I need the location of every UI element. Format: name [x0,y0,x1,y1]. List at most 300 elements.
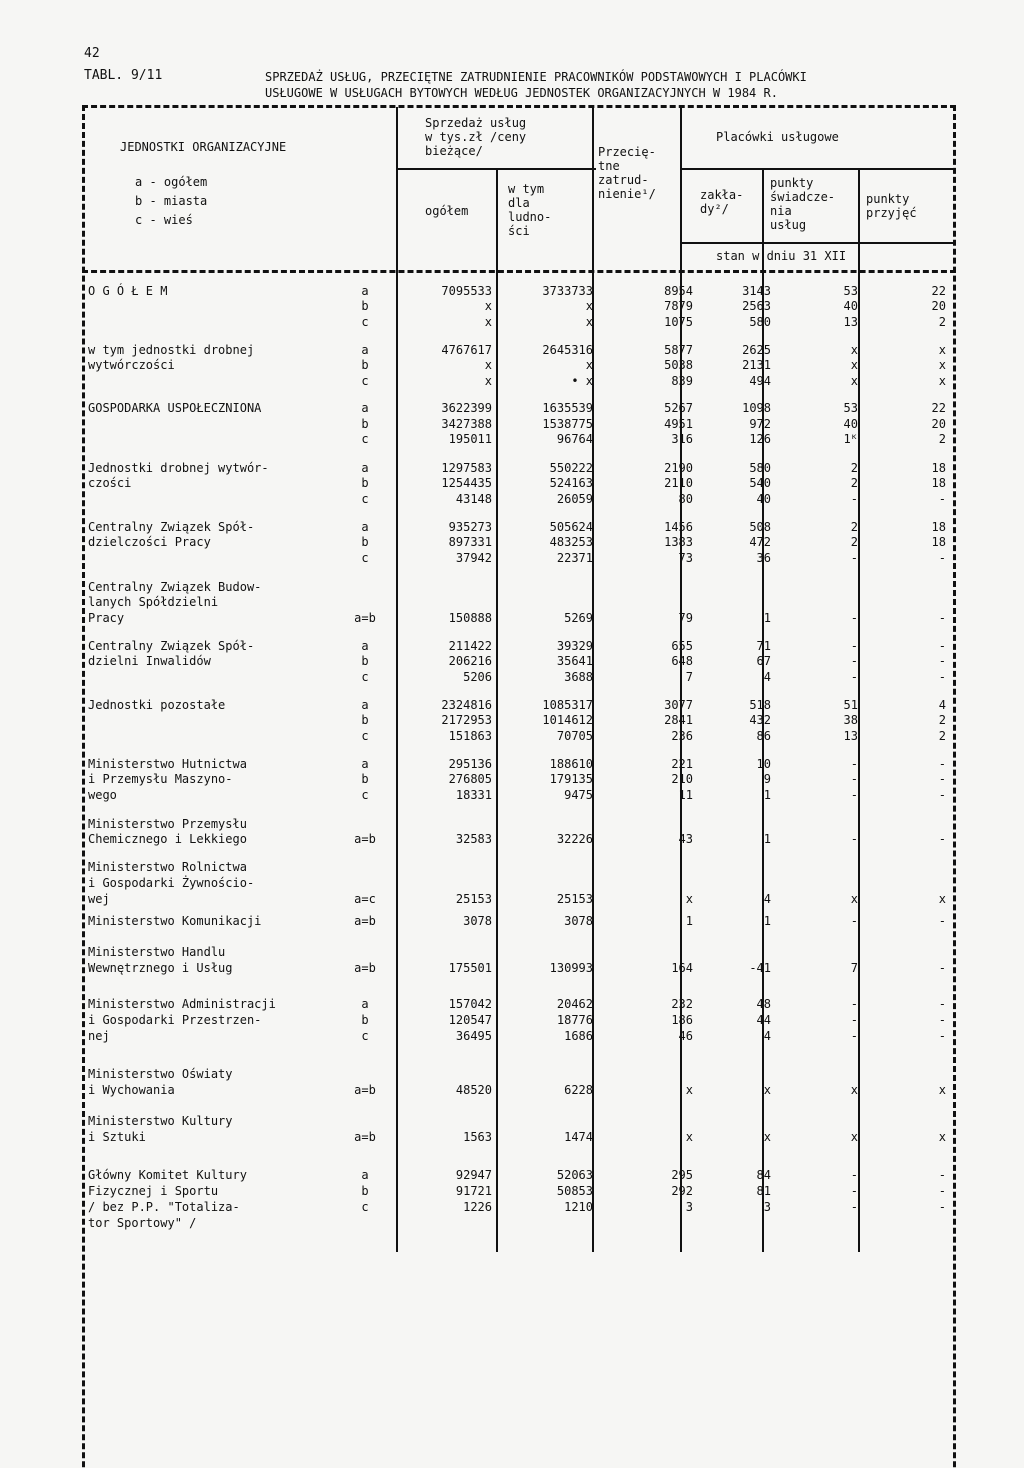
row-label: wytwórczości [88,358,175,372]
table-row [0,1114,1024,1130]
row-value: 7095533 [441,284,492,298]
row-value: - [938,757,946,771]
row-value: 1226 [463,1200,492,1214]
row-value: 3078 [463,914,492,928]
table-row [0,299,1024,315]
table-row [0,698,1024,714]
row-label: tor Sportowy" / [88,1216,197,1230]
row-value: 1297583 [441,461,492,475]
row-scope-key: c [361,315,369,329]
row-value: 3 [763,1200,771,1214]
row-value: 5038 [664,358,693,372]
row-value: 48 [756,997,771,1011]
row-value: - [938,997,946,1011]
table-row [0,611,1024,627]
row-value: x [585,358,593,372]
row-value: 1210 [564,1200,593,1214]
row-label: Jednostki drobnej wytwór- [88,461,269,475]
row-value: 2110 [664,476,693,490]
table-row [0,914,1024,930]
row-scope-key: c [361,432,369,446]
table-row [0,476,1024,492]
row-value: 13 [843,315,858,329]
row-value: 550222 [549,461,593,475]
row-value: 2172953 [441,713,492,727]
row-label: i Sztuki [88,1130,146,1144]
row-value: 1014612 [542,713,593,727]
row-value: 655 [671,639,693,653]
row-value: - [850,772,858,786]
row-scope-key: a [361,520,369,534]
row-value: 2645316 [542,343,593,357]
row-value: 2 [938,713,946,727]
row-label: nej [88,1029,110,1043]
table-row [0,1184,1024,1200]
header-employment: Przecię- tne zatrud- nienie¹/ [598,145,656,201]
row-value: 92947 [455,1168,492,1182]
row-value: 540 [749,476,771,490]
row-value: 36 [756,551,771,565]
row-scope-key: a [361,698,369,712]
row-label: w tym jednostki drobnej [88,343,255,357]
outlets-subheader-line [680,168,953,170]
row-label: dzielczości Pracy [88,535,211,549]
table-row [0,1083,1024,1099]
row-value: - [850,654,858,668]
header-sales: Sprzedaż usług w tys.zł /ceny bieżące/ [425,116,527,158]
row-value: 91721 [455,1184,492,1198]
row-value: 22 [931,401,946,415]
row-scope-key: b [361,1184,369,1198]
row-value: x [484,299,492,313]
row-value: 4 [938,698,946,712]
row-value: - [938,832,946,846]
row-value: 4 [763,670,771,684]
row-value: - [938,551,946,565]
row-value: 43148 [455,492,492,506]
row-value: 1563 [463,1130,492,1144]
row-value: 494 [749,374,771,388]
row-label: GOSPODARKA USPOŁECZNIONA [88,401,262,415]
row-scope-key: c [361,492,369,506]
table-row [0,284,1024,300]
row-label: Jednostki pozostałe [88,698,226,712]
table-row [0,729,1024,745]
table-row [0,1130,1024,1146]
row-scope-key: c [361,1200,369,1214]
row-value: 26059 [556,492,593,506]
row-value: 9 [763,772,771,786]
row-value: 40 [843,417,858,431]
row-value: 179135 [549,772,593,786]
page-number: 42 [84,46,100,61]
header-legend: a - ogółem b - miasta c - wieś [135,175,208,227]
row-label: Centralny Związek Budow- [88,580,262,594]
row-label: i Przemysłu Maszyno- [88,772,233,786]
row-value: x [938,892,946,906]
row-value: 972 [749,417,771,431]
row-value: 276805 [448,772,492,786]
row-value: 3077 [664,698,693,712]
row-value: 292 [671,1184,693,1198]
row-value: x [850,1083,858,1097]
table-row [0,832,1024,848]
row-label: Chemicznego i Lekkiego [88,832,247,846]
row-value: 44 [756,1013,771,1027]
row-label: Główny Komitet Kultury [88,1168,247,1182]
table-row [0,358,1024,374]
state-line [680,242,953,244]
row-value: x [585,315,593,329]
row-value: - [938,639,946,653]
row-value: 18331 [455,788,492,802]
row-value: 472 [749,535,771,549]
row-value: 432 [749,713,771,727]
table-title-line-2: USŁUGOWE W USŁUGACH BYTOWYCH WEDŁUG JEDNOSTEK ORGANIZACYJNYCH W 1984 R. [265,86,778,100]
row-value: - [850,1184,858,1198]
header-plants: zakła- dy²/ [700,188,744,216]
row-label: czości [88,476,132,490]
row-value: x [938,1083,946,1097]
row-value: 126 [749,432,771,446]
row-value: x [850,892,858,906]
row-value: 1085317 [542,698,593,712]
row-value: 175501 [448,961,492,975]
row-label: Ministerstwo Rolnictwa [88,860,247,874]
row-value: 20 [931,299,946,313]
row-value: 5267 [664,401,693,415]
table-row [0,401,1024,417]
row-value: 1474 [564,1130,593,1144]
row-value: 3427388 [441,417,492,431]
row-value: - [938,611,946,625]
row-scope-key: a [361,757,369,771]
row-value: 505624 [549,520,593,534]
row-label: Centralny Związek Spół- [88,520,255,534]
row-value: x [850,1130,858,1144]
row-value: - [850,1013,858,1027]
row-value: 18776 [556,1013,593,1027]
row-value: 1538775 [542,417,593,431]
table-row [0,1029,1024,1045]
row-scope-key: c [361,729,369,743]
row-scope-key: b [361,299,369,313]
row-value: 120547 [448,1013,492,1027]
row-value: x [850,343,858,357]
row-value: x [484,358,492,372]
row-scope-key: c [361,374,369,388]
row-value: 580 [749,315,771,329]
table-row [0,757,1024,773]
row-value: 20 [931,417,946,431]
row-value: 18 [931,461,946,475]
row-value: 2 [938,315,946,329]
row-value: -41 [749,961,771,975]
table-row [0,713,1024,729]
row-value: 8954 [664,284,693,298]
row-value: 648 [671,654,693,668]
row-value: - [938,788,946,802]
row-label: Fizycznej i Sportu [88,1184,219,1198]
row-value: 32583 [455,832,492,846]
row-value: 164 [671,961,693,975]
row-scope-key: a=b [354,914,376,928]
row-value: 1 [763,611,771,625]
row-value: 232 [671,997,693,1011]
row-value: 46 [678,1029,693,1043]
row-value: - [938,1168,946,1182]
row-value: 2190 [664,461,693,475]
row-value: 518 [749,698,771,712]
row-scope-key: a=c [354,892,376,906]
row-value: 25153 [556,892,593,906]
row-value: 2131 [742,358,771,372]
row-value: 295136 [448,757,492,771]
row-value: 13 [843,729,858,743]
row-value: - [938,1184,946,1198]
row-value: 236 [671,729,693,743]
row-value: 22371 [556,551,593,565]
row-scope-key: a [361,639,369,653]
table-row [0,817,1024,833]
row-value: x [763,1130,771,1144]
row-value: 79 [678,611,693,625]
row-value: 1ᴷ [843,432,858,446]
table-row [0,1067,1024,1083]
row-value: 2 [938,729,946,743]
row-value: - [850,670,858,684]
row-value: 6228 [564,1083,593,1097]
row-value: 32226 [556,832,593,846]
table-row [0,315,1024,331]
row-value: 35641 [556,654,593,668]
row-label: Pracy [88,611,125,625]
row-value: - [850,1200,858,1214]
row-label: Wewnętrznego i Usług [88,961,233,975]
row-scope-key: a=b [354,1083,376,1097]
row-value: 71 [756,639,771,653]
row-value: 1 [763,788,771,802]
row-value: 1254435 [441,476,492,490]
row-value: - [938,914,946,928]
row-value: x [484,374,492,388]
row-value: 10 [756,757,771,771]
row-value: 4951 [664,417,693,431]
row-value: 73 [678,551,693,565]
table-row [0,1013,1024,1029]
row-label: Ministerstwo Komunikacji [88,914,262,928]
row-scope-key: b [361,654,369,668]
table-row [0,595,1024,611]
row-value: 36495 [455,1029,492,1043]
table-row [0,580,1024,596]
row-value: 7 [850,961,858,975]
row-value: 96764 [556,432,593,446]
header-collection-points: punkty przyjęć [866,192,917,220]
table-row [0,876,1024,892]
row-value: 2563 [742,299,771,313]
row-value: 25153 [455,892,492,906]
row-value: x [685,1083,693,1097]
row-value: 7879 [664,299,693,313]
row-value: - [850,492,858,506]
row-scope-key: a=b [354,961,376,975]
row-value: - [850,757,858,771]
table-row [0,432,1024,448]
row-label: i Gospodarki Żywnościo- [88,876,255,890]
row-value: 81 [756,1184,771,1198]
row-value: 1686 [564,1029,593,1043]
row-value: - [850,997,858,1011]
row-value: 188610 [549,757,593,771]
row-label: Ministerstwo Handlu [88,945,226,959]
row-value: 3143 [742,284,771,298]
row-value: x [585,299,593,313]
row-value: - [850,551,858,565]
row-value: 18 [931,476,946,490]
table-row [0,343,1024,359]
row-label: wego [88,788,117,802]
row-value: 38 [843,713,858,727]
row-value: - [938,961,946,975]
row-scope-key: b [361,476,369,490]
row-value: 53 [843,401,858,415]
row-label: wej [88,892,110,906]
row-scope-key: a [361,1168,369,1182]
table-row [0,1168,1024,1184]
row-value: 3 [685,1200,693,1214]
row-value: 130993 [549,961,593,975]
row-label: Ministerstwo Kultury [88,1114,233,1128]
row-value: 4 [763,892,771,906]
row-value: - [850,639,858,653]
row-value: 295 [671,1168,693,1182]
table-row [0,945,1024,961]
row-value: 1 [763,832,771,846]
row-value: 70705 [556,729,593,743]
row-value: 206216 [448,654,492,668]
header-bottom-border [82,270,956,273]
row-value: 1 [685,914,693,928]
row-scope-key: c [361,788,369,802]
row-value: 4767617 [441,343,492,357]
header-service-points: punkty świadcze- nia usług [770,176,836,232]
row-value: 40 [756,492,771,506]
row-value: 897331 [448,535,492,549]
row-value: 52063 [556,1168,593,1182]
row-value: 2 [850,476,858,490]
row-scope-key: b [361,713,369,727]
row-scope-key: a [361,401,369,415]
table-top-border [82,105,956,108]
row-value: x [938,358,946,372]
row-value: 1456 [664,520,693,534]
row-value: 5206 [463,670,492,684]
table-row [0,961,1024,977]
table-row [0,654,1024,670]
row-label: O G Ó Ł E M [88,284,168,298]
row-scope-key: a=b [354,1130,376,1144]
row-label: dzielni Inwalidów [88,654,211,668]
row-value: 483253 [549,535,593,549]
row-value: 580 [749,461,771,475]
row-value: 316 [671,432,693,446]
row-value: 39329 [556,639,593,653]
row-value: - [938,670,946,684]
table-row [0,892,1024,908]
row-scope-key: c [361,670,369,684]
header-sales-total: ogółem [425,204,469,218]
row-value: 935273 [448,520,492,534]
row-scope-key: c [361,551,369,565]
table-row [0,670,1024,686]
row-value: • x [571,374,593,388]
row-value: 1383 [664,535,693,549]
table-number: TABL. 9/11 [84,68,163,83]
row-value: - [850,832,858,846]
row-value: x [484,315,492,329]
row-label: i Gospodarki Przestrzen- [88,1013,262,1027]
row-value: - [938,1029,946,1043]
table-row [0,772,1024,788]
row-value: 48520 [455,1083,492,1097]
row-scope-key: b [361,358,369,372]
table-row [0,1200,1024,1216]
row-scope-key: a=b [354,832,376,846]
row-value: 524163 [549,476,593,490]
row-scope-key: a [361,461,369,475]
row-value: 508 [749,520,771,534]
row-value: 67 [756,654,771,668]
row-label: lanych Spółdzielni [88,595,219,609]
row-value: 40 [843,299,858,313]
row-scope-key: a [361,343,369,357]
row-label: i Wychowania [88,1083,175,1097]
row-value: x [850,358,858,372]
row-value: 151863 [448,729,492,743]
row-value: - [850,914,858,928]
row-value: 2625 [742,343,771,357]
header-outlets: Placówki usługowe [716,130,839,144]
row-value: 9475 [564,788,593,802]
row-value: 53 [843,284,858,298]
row-value: 22 [931,284,946,298]
row-scope-key: a [361,997,369,1011]
row-value: 186 [671,1013,693,1027]
row-value: x [685,892,693,906]
table-title-line-1: SPRZEDAŻ USŁUG, PRZECIĘTNE ZATRUDNIENIE PRACOWNIKÓW PODSTAWOWYCH I PLACÓWKI [265,70,807,84]
header-units: JEDNOSTKI ORGANIZACYJNE [120,140,287,154]
table-row [0,639,1024,655]
row-label: Ministerstwo Oświaty [88,1067,233,1081]
table-row [0,461,1024,477]
row-value: 43 [678,832,693,846]
row-scope-key: b [361,1013,369,1027]
row-value: - [850,1029,858,1043]
row-value: - [850,788,858,802]
row-value: 2324816 [441,698,492,712]
row-value: - [938,1200,946,1214]
row-scope-key: c [361,1029,369,1043]
table-row [0,535,1024,551]
sales-subheader-line [396,168,596,170]
row-label: Ministerstwo Hutnictwa [88,757,247,771]
table-row [0,417,1024,433]
row-value: 2841 [664,713,693,727]
row-value: 839 [671,374,693,388]
table-row [0,520,1024,536]
row-value: - [938,492,946,506]
